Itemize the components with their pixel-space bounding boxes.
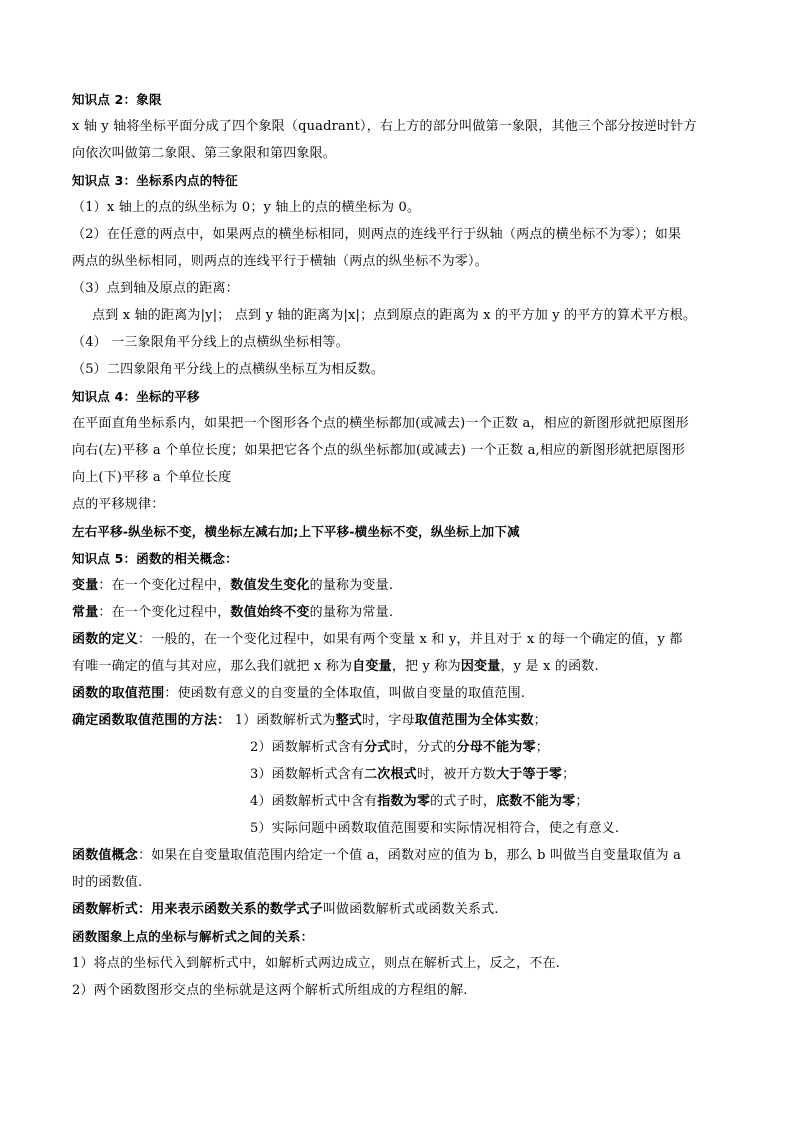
method-label: 确定函数取值范围的方法： — [72, 713, 231, 728]
expression-label: 函数解析式 — [72, 902, 139, 917]
kp4-text-line-2: 向右(左)平移 a 个单位长度；如果把它各个点的纵坐标都加(或减去) 一个正数 a,相应的新图形就把原图形 — [72, 443, 686, 458]
method-3-bold-2: 大于等于零 — [496, 767, 563, 782]
kp3-heading: 知识点 3：坐标系内点的特征 — [72, 173, 238, 188]
method-4-post: ； — [575, 794, 589, 809]
kp5-range-line — [72, 686, 724, 702]
definition-text-2-post: ，y 是 x 的函数. — [500, 659, 599, 674]
kp5-expression-line — [72, 902, 724, 918]
method-1-pre: 1）函数解析式为 — [230, 713, 336, 728]
value-text-1: ：如果在自变量取值范围内给定一个值 a，函数对应的值为 b，那么 b 叫做当自变量取值为 a — [138, 848, 682, 863]
definition-independent-variable: 自变量 — [352, 659, 392, 674]
kp3-item-3-detail: 点到 x 轴的距离为|y|； 点到 y 轴的距离为|x|；点到原点的距离为 x 的平方加 y 的平方的算术平方根。 — [92, 308, 697, 323]
constant-bold: 数值始终不变 — [230, 605, 310, 620]
value-label: 函数值概念 — [72, 848, 139, 863]
kp5-method-line-4 — [72, 794, 724, 810]
kp3-item-5: （5）二四象限角平分线上的点横纵坐标互为相反数。 — [72, 362, 385, 377]
method-3-pre: 3）函数解析式含有 — [250, 767, 365, 782]
kp5-method-line-2 — [72, 740, 724, 756]
constant-post: 的量称为常量. — [309, 605, 394, 620]
definition-text-2-pre: 有唯一确定的值与其对应，那么我们就把 x 称为 — [72, 659, 353, 674]
kp2-text-line-1: x 轴 y 轴将坐标平面分成了四个象限（quadrant），右上方的部分叫做第一象限，其他三个部分按逆时针方 — [72, 119, 697, 134]
method-3-mid: 时，被开方数 — [416, 767, 497, 782]
method-1-mid: 时，字母 — [362, 713, 415, 728]
constant-pre: ：在一个变化过程中， — [98, 605, 231, 620]
expression-bold: ：用来表示函数关系的数学式子 — [138, 902, 323, 917]
method-2-post: ； — [535, 740, 549, 755]
range-text: ：使函数有意义的自变量的全体取值，叫做自变量的取值范围. — [164, 686, 526, 701]
kp5-definition-line-1 — [72, 632, 724, 648]
method-1-bold-2: 取值范围为全体实数 — [414, 713, 534, 728]
definition-text-1: ：一般的，在一个变化过程中，如果有两个变量 x 和 y，并且对于 x 的每一个确定的值，y 都 — [138, 632, 683, 647]
kp5-method-line-3 — [72, 767, 724, 783]
kp4-text-line-3: 向上(下)平移 a 个单位长度 — [72, 470, 232, 485]
variable-bold: 数值发生变化 — [230, 578, 310, 593]
definition-dependent-variable: 因变量 — [460, 659, 501, 674]
kp5-relation-2: 2）两个函数图形交点的坐标就是这两个解析式所组成的方程组的解. — [72, 983, 468, 998]
method-2-pre: 2）函数解析式含有 — [250, 740, 365, 755]
method-2-bold-2: 分母不能为零 — [456, 740, 536, 755]
kp5-method-line-5: 5）实际问题中函数取值范围要和实际情况相符合，使之有意义. — [250, 821, 620, 836]
method-4-bold-2: 底数不能为零 — [496, 794, 576, 809]
kp5-variable-line — [72, 578, 724, 594]
method-1-post: ； — [533, 713, 547, 728]
kp4-heading: 知识点 4：坐标的平移 — [72, 389, 200, 404]
kp5-value-line-2: 时的函数值. — [72, 875, 143, 890]
definition-label: 函数的定义 — [72, 632, 139, 647]
method-2-mid: 时，分式的 — [390, 740, 457, 755]
kp3-item-4: （4） 一三象限角平分线上的点横纵坐标相等。 — [72, 335, 349, 350]
kp3-item-1: （1）x 轴上的点的纵坐标为 0；y 轴上的点的横坐标为 0。 — [72, 200, 421, 215]
kp4-text-line-1: 在平面直角坐标系内，如果把一个图形各个点的横坐标都加(或减去)一个正数 a，相应的新图形就把原图形 — [72, 416, 689, 431]
kp5-value-line-1 — [72, 848, 724, 864]
kp5-method-line-1 — [72, 713, 724, 729]
definition-text-2-mid: ，把 y 称为 — [391, 659, 461, 674]
kp5-constant-line — [72, 605, 724, 621]
kp3-item-2-line-1: （2）在任意的两点中，如果两点的横坐标相同，则两点的连线平行于纵轴（两点的横坐标不为零）；如果 — [72, 227, 682, 242]
kp5-definition-line-2 — [72, 659, 724, 675]
kp3-item-2-line-2: 两点的纵坐标相同，则两点的连线平行于横轴（两点的纵坐标不为零）。 — [72, 254, 488, 269]
method-1-bold-1: 整式 — [335, 713, 363, 728]
method-3-post: ； — [562, 767, 576, 782]
method-2-bold-1: 分式 — [364, 740, 391, 755]
method-4-bold-1: 指数为零 — [377, 794, 431, 809]
kp3-item-3: （3）点到轴及原点的距离： — [72, 281, 239, 296]
kp2-text-line-2: 向依次叫做第二象限、第三象限和第四象限。 — [72, 146, 337, 161]
kp5-heading: 知识点 5：函数的相关概念： — [72, 551, 238, 566]
method-4-mid: 的式子时， — [430, 794, 497, 809]
kp4-rule-label: 点的平移规律： — [72, 497, 165, 512]
variable-pre: ：在一个变化过程中， — [98, 578, 231, 593]
method-4-pre: 4）函数解析式中含有 — [250, 794, 378, 809]
kp4-rule: 左右平移-纵坐标不变，横坐标左减右加;上下平移-横坐标不变，纵坐标上加下减 — [72, 524, 520, 539]
variable-label: 变量 — [72, 578, 99, 593]
kp2-heading: 知识点 2：象限 — [72, 92, 162, 107]
expression-post: 叫做函数解析式或函数关系式. — [322, 902, 499, 917]
variable-post: 的量称为变量. — [309, 578, 394, 593]
kp5-relation-heading: 函数图象上点的坐标与解析式之间的关系： — [72, 929, 314, 944]
range-label: 函数的取值范围 — [72, 686, 165, 701]
method-3-bold-1: 二次根式 — [364, 767, 417, 782]
document-content — [72, 92, 724, 1010]
kp5-relation-1: 1）将点的坐标代入到解析式中，如解析式两边成立，则点在解析式上，反之，不在. — [72, 956, 561, 971]
constant-label: 常量 — [72, 605, 99, 620]
